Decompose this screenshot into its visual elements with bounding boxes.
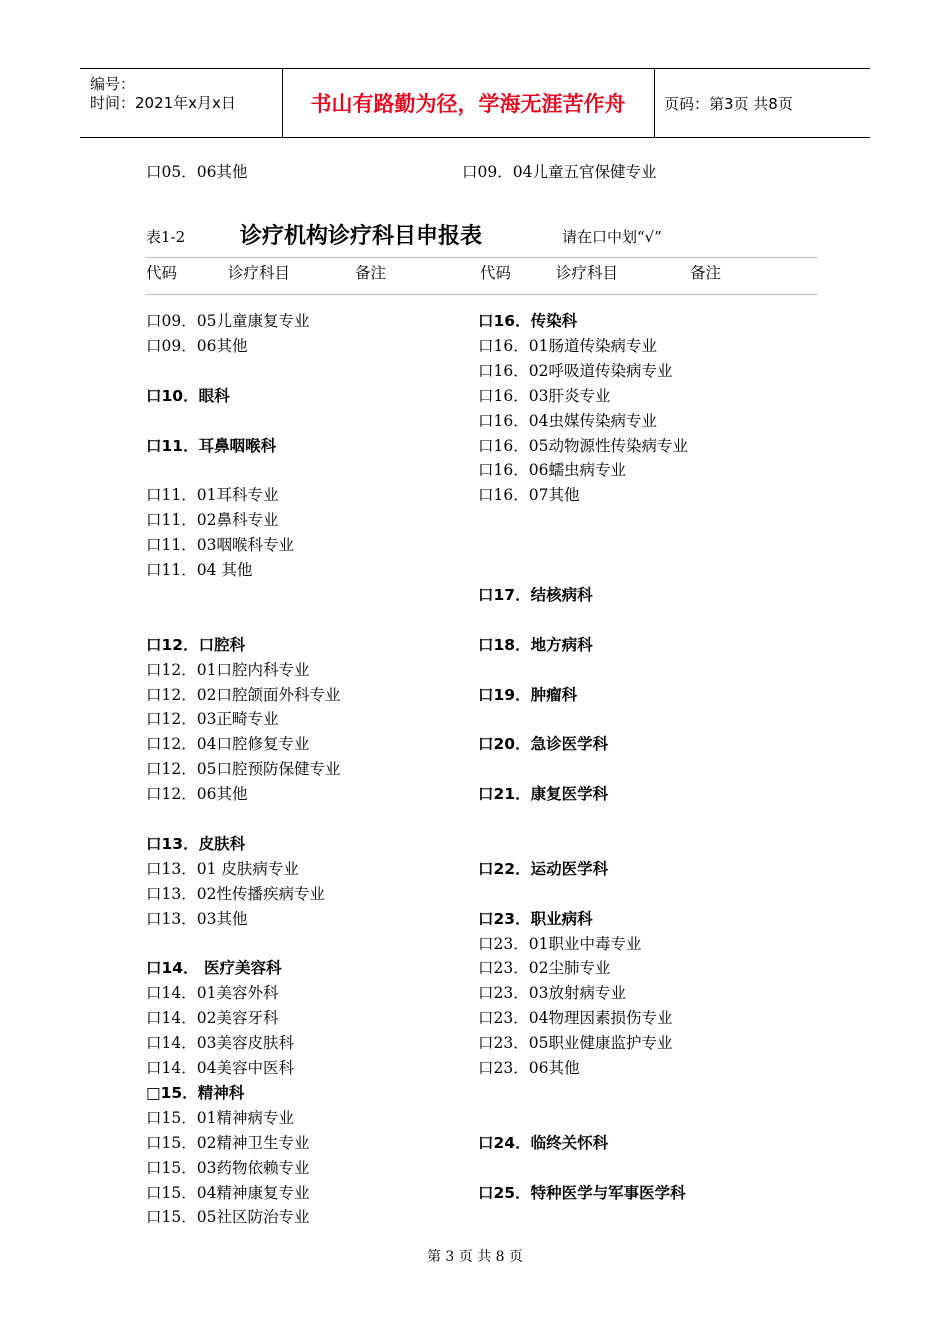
department-heading: 口25．特种医学与军事医学科 — [478, 1183, 686, 1202]
specialty-item: 口16．04虫媒传染病专业 — [478, 411, 657, 430]
specialty-item: 口23．05职业健康监护专业 — [478, 1034, 673, 1053]
specialty-item: 口13．01 皮肤病专业 — [146, 859, 299, 878]
specialty-item: 口09．06其他 — [146, 336, 248, 355]
specialty-item: 口16．07其他 — [478, 486, 580, 505]
department-heading: 口24．临终关怀科 — [478, 1133, 609, 1152]
specialty-item: 口16．02呼吸道传染病专业 — [478, 361, 673, 380]
specialty-item: 口12．05口腔预防保健专业 — [146, 760, 341, 779]
col-header-code-2: 代码 — [480, 264, 512, 282]
page-footer: 第 3 页 共 8 页 — [426, 1249, 524, 1265]
department-heading: 口16．传染科 — [478, 312, 578, 330]
department-heading: 口14． 医疗美容科 — [146, 959, 282, 978]
number-label: 编号： — [90, 75, 136, 93]
specialty-item: 口23．04物理因素损伤专业 — [478, 1009, 673, 1028]
department-heading: 口12．口腔科 — [146, 635, 246, 654]
specialty-item: 口12．06其他 — [146, 785, 248, 804]
specialty-item: 口13．03其他 — [146, 909, 248, 928]
department-heading: □15．精神科 — [146, 1083, 245, 1102]
specialty-item: 口11．04 其他 — [146, 561, 253, 579]
header-rule-bottom — [146, 294, 818, 295]
specialty-item: 口12．03正畸专业 — [146, 710, 279, 729]
top-item-right: 口09．04儿童五官保健专业 — [462, 163, 657, 181]
specialty-item: 口15．04精神康复专业 — [146, 1183, 310, 1202]
page-header — [80, 68, 870, 138]
specialty-item: 口15．01精神病专业 — [146, 1108, 294, 1127]
specialty-item: 口14．03美容皮肤科 — [146, 1034, 294, 1053]
department-heading: 口18．地方病科 — [478, 635, 593, 654]
table-note: 请在口中划“√” — [562, 228, 662, 246]
col-header-subject-2: 诊疗科目 — [556, 264, 619, 282]
specialty-item: 口23．02尘肺专业 — [478, 959, 611, 978]
specialty-item: 口23．06其他 — [478, 1059, 580, 1077]
specialty-item: 口23．01职业中毒专业 — [478, 934, 642, 953]
col-header-remark-2: 备注 — [690, 264, 722, 282]
specialty-item: 口13．02性传播疾病专业 — [146, 884, 325, 903]
table-title: 诊疗机构诊疗科目申报表 — [240, 224, 483, 249]
specialty-item: 口14．04美容中医科 — [146, 1059, 294, 1077]
header-rule-top — [146, 257, 818, 258]
top-item-left: 口05．06其他 — [146, 163, 248, 181]
col-header-remark: 备注 — [355, 264, 387, 282]
header-page-info: 页码：第3页 共8页 — [664, 95, 793, 113]
specialty-item: 口12．02口腔颌面外科专业 — [146, 685, 341, 704]
time-label: 时间：2021年x月x日 — [90, 94, 236, 112]
header-meta — [80, 69, 283, 137]
table-number: 表1-2 — [146, 228, 186, 246]
specialty-item: 口12．01口腔内科专业 — [146, 660, 310, 679]
department-heading: 口10．眼科 — [146, 386, 230, 405]
department-heading: 口23．职业病科 — [478, 909, 593, 928]
department-heading: 口19．肿瘤科 — [478, 685, 578, 704]
specialty-item: 口14．01美容外科 — [146, 984, 279, 1003]
specialty-item: 口11．01耳科专业 — [146, 486, 279, 505]
department-heading: 口20．急诊医学科 — [478, 735, 609, 754]
specialty-item: 口15．03药物依赖专业 — [146, 1158, 310, 1177]
col-header-subject: 诊疗科目 — [228, 264, 291, 282]
specialty-item: 口15．05社区防治专业 — [146, 1208, 310, 1227]
specialty-item: 口16．03肝炎专业 — [478, 386, 611, 405]
department-heading: 口21．康复医学科 — [478, 785, 609, 804]
department-heading: 口13．皮肤科 — [146, 834, 246, 853]
specialty-item: 口09．05儿童康复专业 — [146, 312, 310, 330]
department-heading: 口22．运动医学科 — [478, 859, 609, 878]
specialty-item: 口23．03放射病专业 — [478, 984, 626, 1003]
department-heading: 口11．耳鼻咽喉科 — [146, 436, 277, 455]
specialty-item: 口16．01肠道传染病专业 — [478, 336, 657, 355]
col-header-code: 代码 — [146, 264, 178, 282]
header-motto: 书山有路勤为径，学海无涯苦作舟 — [282, 69, 655, 137]
specialty-item: 口16．05动物源性传染病专业 — [478, 436, 688, 455]
specialty-item: 口14．02美容牙科 — [146, 1009, 279, 1028]
specialty-item: 口11．02鼻科专业 — [146, 511, 279, 530]
specialty-item: 口16．06蠕虫病专业 — [478, 461, 626, 480]
specialty-item: 口12．04口腔修复专业 — [146, 735, 310, 754]
specialty-item: 口11．03咽喉科专业 — [146, 536, 294, 555]
specialty-item: 口15．02精神卫生专业 — [146, 1133, 310, 1152]
department-heading: 口17．结核病科 — [478, 585, 593, 604]
